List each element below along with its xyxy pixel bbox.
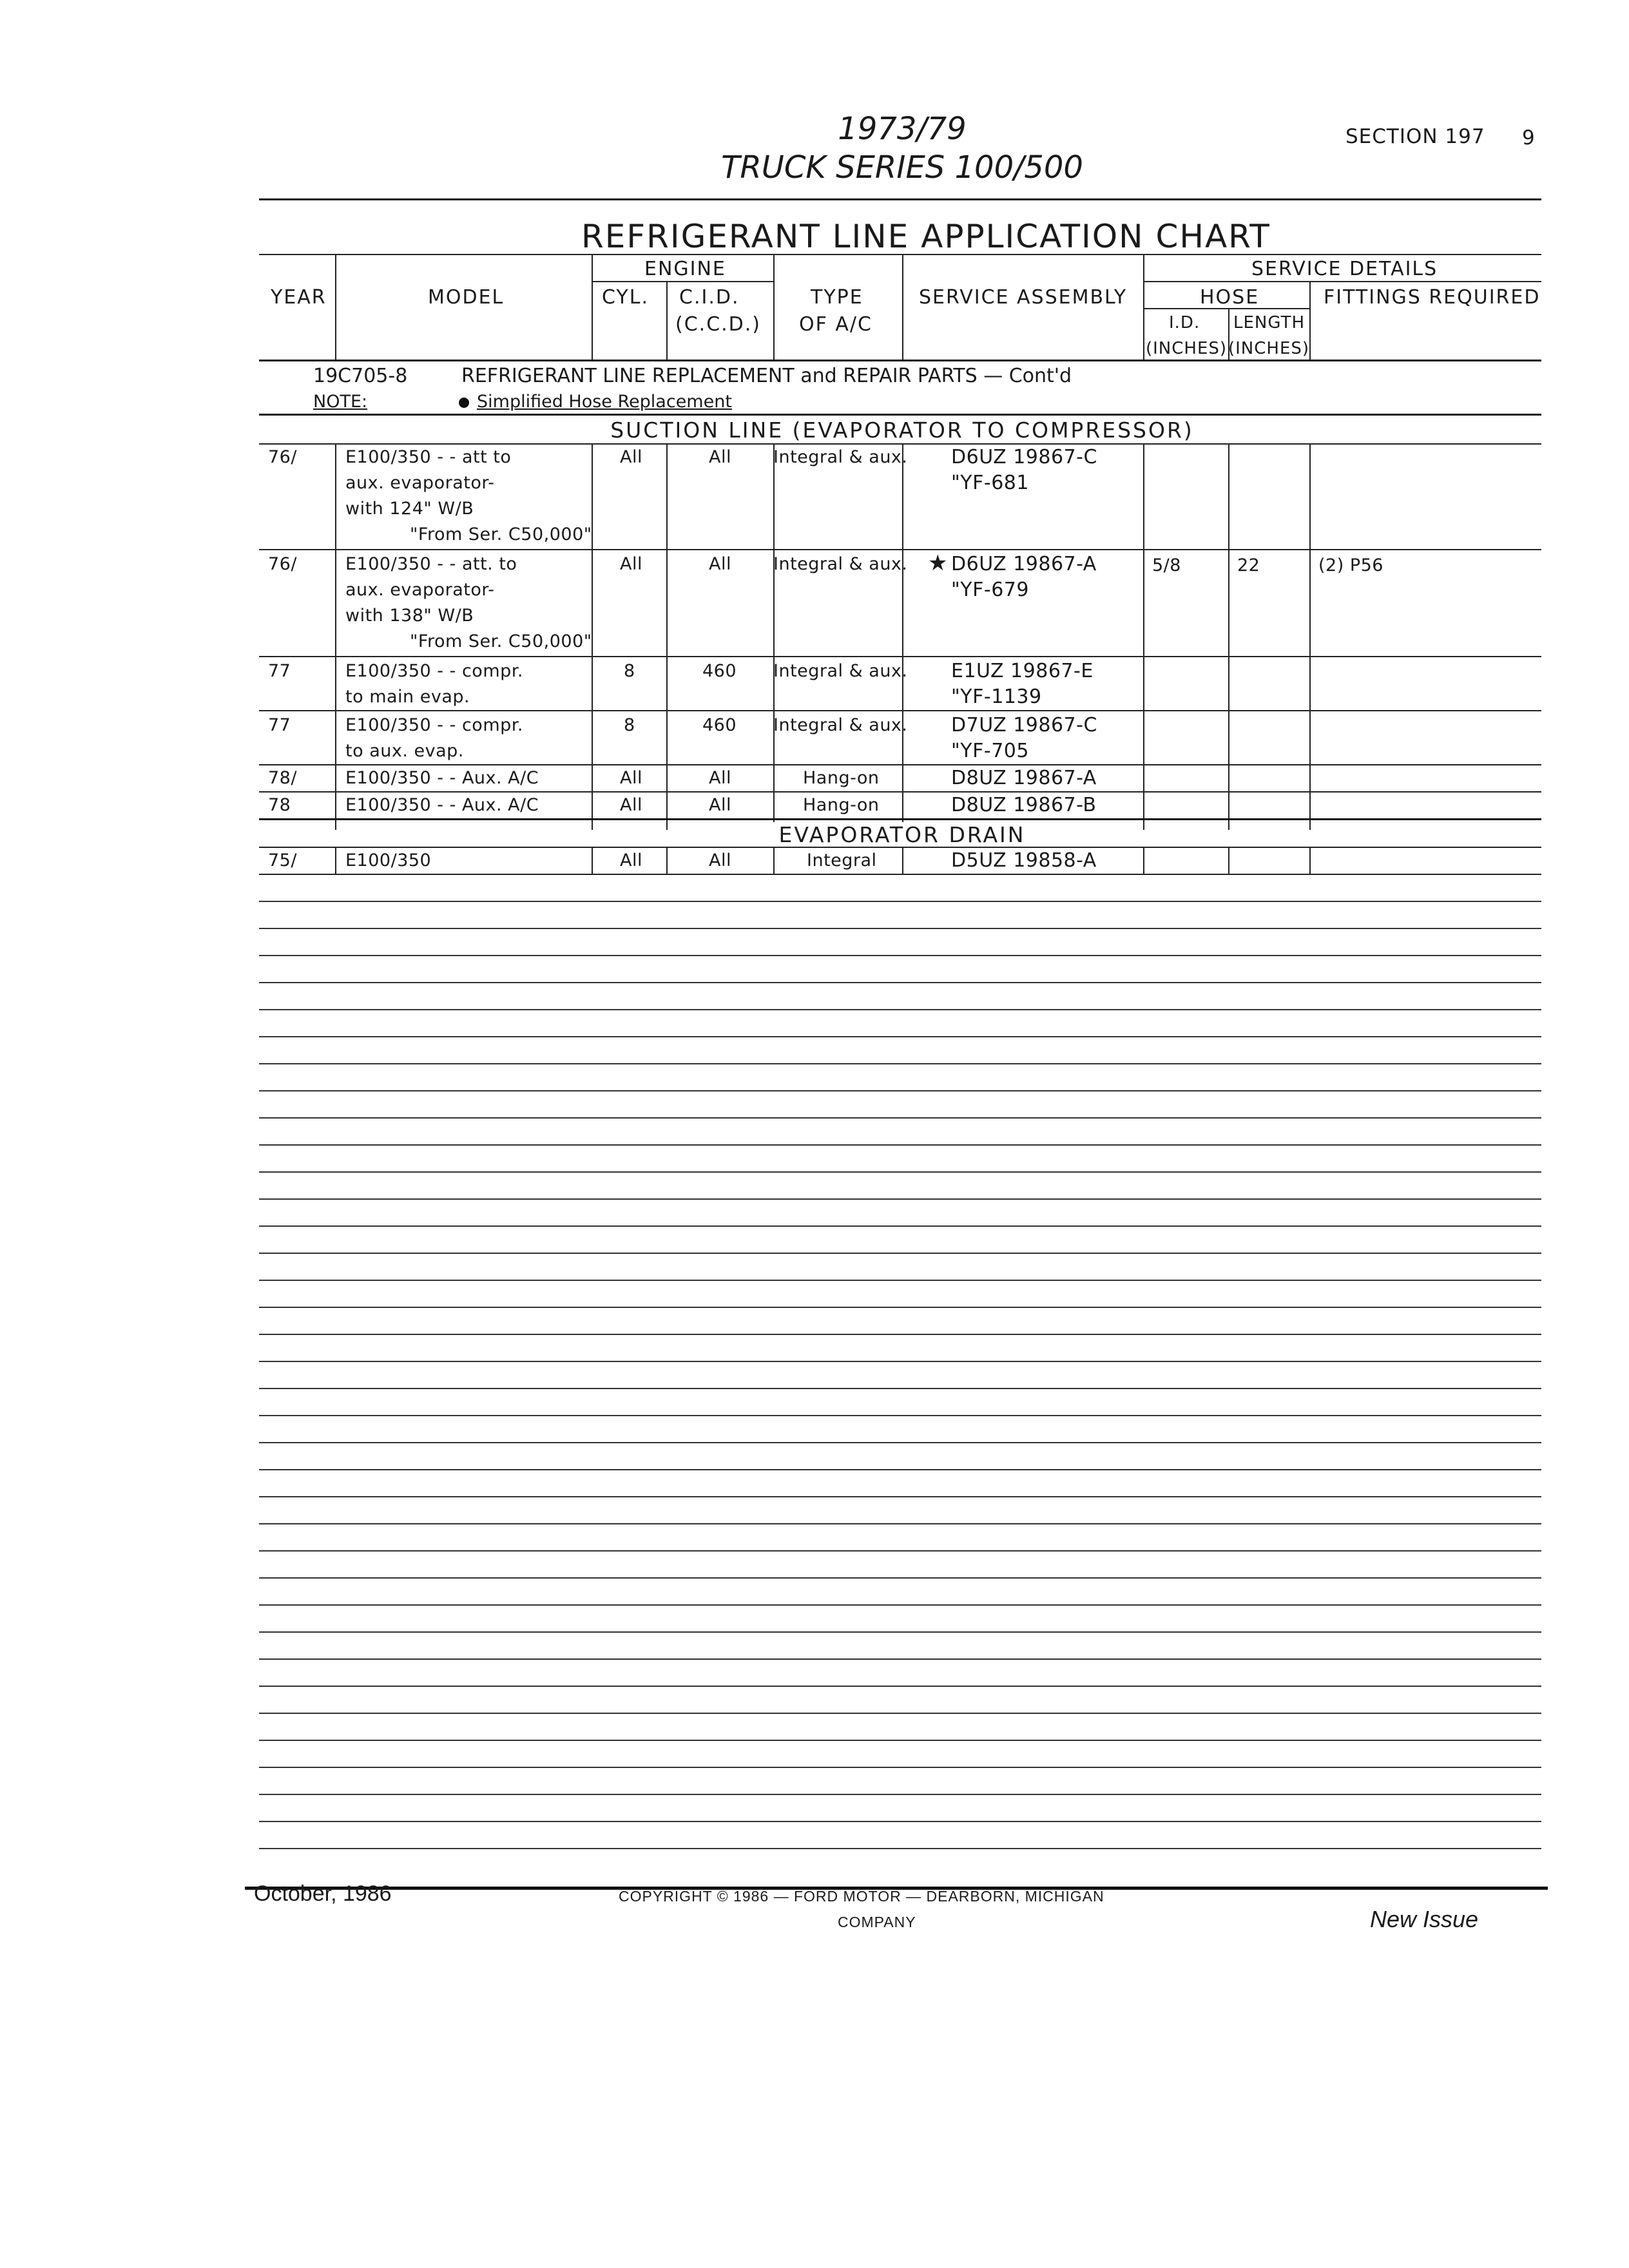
row-rule: [259, 818, 1541, 820]
row-cid: 460: [702, 661, 737, 681]
body-vline: [902, 847, 903, 874]
note-text-value: Simplified Hose Replacement: [477, 392, 732, 412]
hdr-vline: [666, 281, 668, 360]
col-fittings: FITTINGS REQUIRED: [1324, 286, 1541, 309]
drain-heading: EVAPORATOR DRAIN: [709, 822, 1095, 847]
blank-rule: [259, 1658, 1541, 1660]
row-cid: All: [709, 850, 731, 870]
row-cyl: All: [620, 447, 642, 467]
row-model: E100/350 - - compr.: [345, 715, 523, 735]
row-alt: "YF-1139: [951, 686, 1042, 708]
star-icon: ★: [928, 550, 948, 576]
row-rule: [259, 764, 1541, 765]
col-id-inches: (INCHES): [1146, 339, 1228, 358]
row-model: with 138" W/B: [345, 606, 474, 626]
hdr-vline: [773, 254, 775, 360]
row-cid: 460: [702, 715, 737, 735]
blank-rule: [259, 901, 1541, 902]
row-model: with 124" W/B: [345, 499, 474, 519]
col-type: TYPE: [811, 286, 863, 309]
col-cid: C.I.D.: [679, 286, 740, 309]
body-vline: [1143, 847, 1144, 874]
col-service-assembly: SERVICE ASSEMBLY: [919, 286, 1128, 309]
row-rule: [259, 791, 1541, 793]
row-type: Integral: [807, 850, 877, 870]
row-rule: [259, 710, 1541, 711]
row-hose-length: 22: [1237, 555, 1260, 575]
row-alt: "YF-705: [951, 740, 1029, 762]
row-model: E100/350 - - compr.: [345, 661, 523, 681]
row-year: 78: [268, 795, 291, 815]
drain-rule: [259, 847, 1541, 848]
col-hose: HOSE: [1200, 286, 1260, 309]
body-vline: [666, 847, 668, 874]
engine-underline: [592, 281, 773, 282]
hdr-vline: [1309, 281, 1311, 360]
blank-rule: [259, 1253, 1541, 1254]
row-cyl: All: [620, 768, 642, 788]
body-vline: [1228, 443, 1229, 830]
bullet-icon: [459, 398, 469, 408]
blank-rule: [259, 1171, 1541, 1173]
blank-rule: [259, 955, 1541, 956]
body-vline: [1143, 443, 1144, 830]
chart-title: REFRIGERANT LINE APPLICATION CHART: [581, 218, 1271, 255]
blank-rule: [259, 928, 1541, 929]
row-fittings: (2) P56: [1318, 555, 1383, 575]
body-vline: [335, 847, 336, 874]
row-type: Integral & aux.: [773, 715, 908, 735]
page-number: 9: [1522, 126, 1535, 149]
section-label: SECTION 197: [1345, 125, 1485, 148]
row-part: D8UZ 19867-A: [951, 767, 1097, 789]
footer-copyright: COPYRIGHT © 1986 — FORD MOTOR — DEARBORN, MICHIGAN: [619, 1888, 1104, 1905]
note-rule: [259, 414, 1541, 416]
row-cyl: All: [620, 554, 642, 574]
blank-rule: [259, 1442, 1541, 1443]
row-rule: [259, 549, 1541, 550]
note-text: [459, 392, 732, 412]
blank-rule: [259, 1496, 1541, 1497]
blank-rule: [259, 1280, 1541, 1281]
service-details-underline: [1143, 281, 1541, 282]
row-model: E100/350: [345, 850, 432, 870]
row-alt: "YF-679: [951, 579, 1029, 601]
col-year: YEAR: [271, 286, 327, 309]
row-model: "From Ser. C50,000": [410, 631, 592, 651]
row-model: aux. evaporator-: [345, 473, 495, 493]
row-type: Hang-on: [803, 768, 880, 788]
body-vline: [335, 443, 336, 830]
row-type: Integral & aux.: [773, 447, 908, 467]
blank-rule: [259, 1361, 1541, 1362]
row-model: to main evap.: [345, 687, 470, 707]
blank-rule: [259, 1388, 1541, 1389]
body-vline: [1309, 443, 1311, 830]
row-model: aux. evaporator-: [345, 580, 495, 600]
header-bottom-rule: [259, 360, 1541, 361]
header-years: 1973/79: [838, 111, 967, 147]
blank-rule: [259, 1604, 1541, 1606]
row-cid: All: [709, 795, 731, 815]
row-cid: All: [709, 447, 731, 467]
header-top-rule: [259, 254, 1541, 255]
note-label: NOTE:: [313, 392, 368, 412]
blank-rule: [259, 1090, 1541, 1091]
row-alt: "YF-681: [951, 472, 1029, 494]
blank-rule: [259, 1631, 1541, 1633]
header-series: TRUCK SERIES 100/500: [721, 149, 1083, 186]
row-cyl: All: [620, 850, 642, 870]
row-year: 78/: [268, 768, 297, 788]
row-year: 76/: [268, 447, 297, 467]
col-id: I.D.: [1169, 313, 1200, 332]
row-rule: [259, 656, 1541, 657]
blank-rule: [259, 1794, 1541, 1795]
body-vline: [1228, 847, 1229, 874]
blank-rule: [259, 1415, 1541, 1416]
blank-rule: [259, 1713, 1541, 1714]
row-model: E100/350 - - att to: [345, 447, 512, 467]
body-vline: [902, 443, 903, 830]
blank-rule: [259, 1144, 1541, 1146]
col-cyl: CYL.: [602, 286, 649, 309]
row-year: 76/: [268, 554, 297, 574]
col-type-of-ac: OF A/C: [799, 313, 872, 336]
row-cyl: All: [620, 795, 642, 815]
blank-rule: [259, 1767, 1541, 1768]
col-ccd: (C.C.D.): [675, 313, 762, 336]
row-rule: [259, 874, 1541, 875]
hdr-vline: [902, 254, 903, 360]
hdr-vline: [335, 254, 336, 360]
blank-rule: [259, 1821, 1541, 1822]
row-cid: All: [709, 554, 731, 574]
body-vline: [592, 847, 593, 874]
row-part: D5UZ 19858-A: [951, 849, 1097, 872]
footer-issue: New Issue: [1370, 1906, 1479, 1932]
row-part: E1UZ 19867-E: [951, 660, 1094, 682]
row-part: D8UZ 19867-B: [951, 794, 1097, 816]
blank-rule: [259, 1686, 1541, 1687]
group-title: REFRIGERANT LINE REPLACEMENT and REPAIR PARTS — Cont'd: [461, 365, 1072, 387]
blank-rule: [259, 1523, 1541, 1524]
col-engine: ENGINE: [644, 258, 726, 280]
body-vline: [773, 847, 775, 874]
row-type: Integral & aux.: [773, 661, 908, 681]
row-model: E100/350 - - Aux. A/C: [345, 768, 539, 788]
suction-heading: SUCTION LINE (EVAPORATOR TO COMPRESSOR): [610, 418, 1194, 443]
row-hose-id: 5/8: [1152, 555, 1181, 575]
group-code: 19C705-8: [313, 365, 408, 387]
blank-rule: [259, 1577, 1541, 1579]
row-year: 77: [268, 661, 291, 681]
blank-rule: [259, 1117, 1541, 1119]
blank-rule: [259, 1307, 1541, 1308]
row-year: 77: [268, 715, 291, 735]
blank-rule: [259, 1036, 1541, 1037]
row-cyl: 8: [624, 661, 635, 681]
row-model: E100/350 - - att. to: [345, 554, 517, 574]
row-year: 75/: [268, 850, 297, 870]
blank-rule: [259, 1550, 1541, 1552]
suction-rule: [259, 443, 1541, 445]
blank-rule: [259, 1848, 1541, 1849]
col-length: LENGTH: [1233, 313, 1306, 332]
col-length-inches: (INCHES): [1228, 339, 1310, 358]
footer-company: COMPANY: [838, 1914, 916, 1930]
blank-rule: [259, 1469, 1541, 1470]
row-part: D7UZ 19867-C: [951, 714, 1097, 736]
row-part: D6UZ 19867-C: [951, 446, 1097, 468]
hdr-vline: [1143, 254, 1144, 360]
hdr-vline: [592, 254, 593, 360]
row-type: Hang-on: [803, 795, 880, 815]
row-type: Integral & aux.: [773, 554, 908, 574]
col-service-details: SERVICE DETAILS: [1251, 258, 1438, 280]
body-vline: [1309, 847, 1311, 874]
footer-date: October, 1986: [254, 1881, 392, 1906]
row-model: to aux. evap.: [345, 741, 464, 761]
blank-rule: [259, 982, 1541, 983]
blank-rule: [259, 1740, 1541, 1741]
header-rule: [259, 198, 1541, 200]
row-part: D6UZ 19867-A: [951, 553, 1097, 575]
body-vline: [773, 443, 775, 830]
body-vline: [666, 443, 668, 830]
row-cyl: 8: [624, 715, 635, 735]
blank-rule: [259, 1009, 1541, 1010]
col-model: MODEL: [428, 286, 505, 309]
row-model: E100/350 - - Aux. A/C: [345, 795, 539, 815]
blank-rule: [259, 1198, 1541, 1200]
row-model: "From Ser. C50,000": [410, 524, 592, 544]
blank-rule: [259, 1334, 1541, 1335]
blank-rule: [259, 1063, 1541, 1064]
row-cid: All: [709, 768, 731, 788]
blank-rule: [259, 1225, 1541, 1227]
